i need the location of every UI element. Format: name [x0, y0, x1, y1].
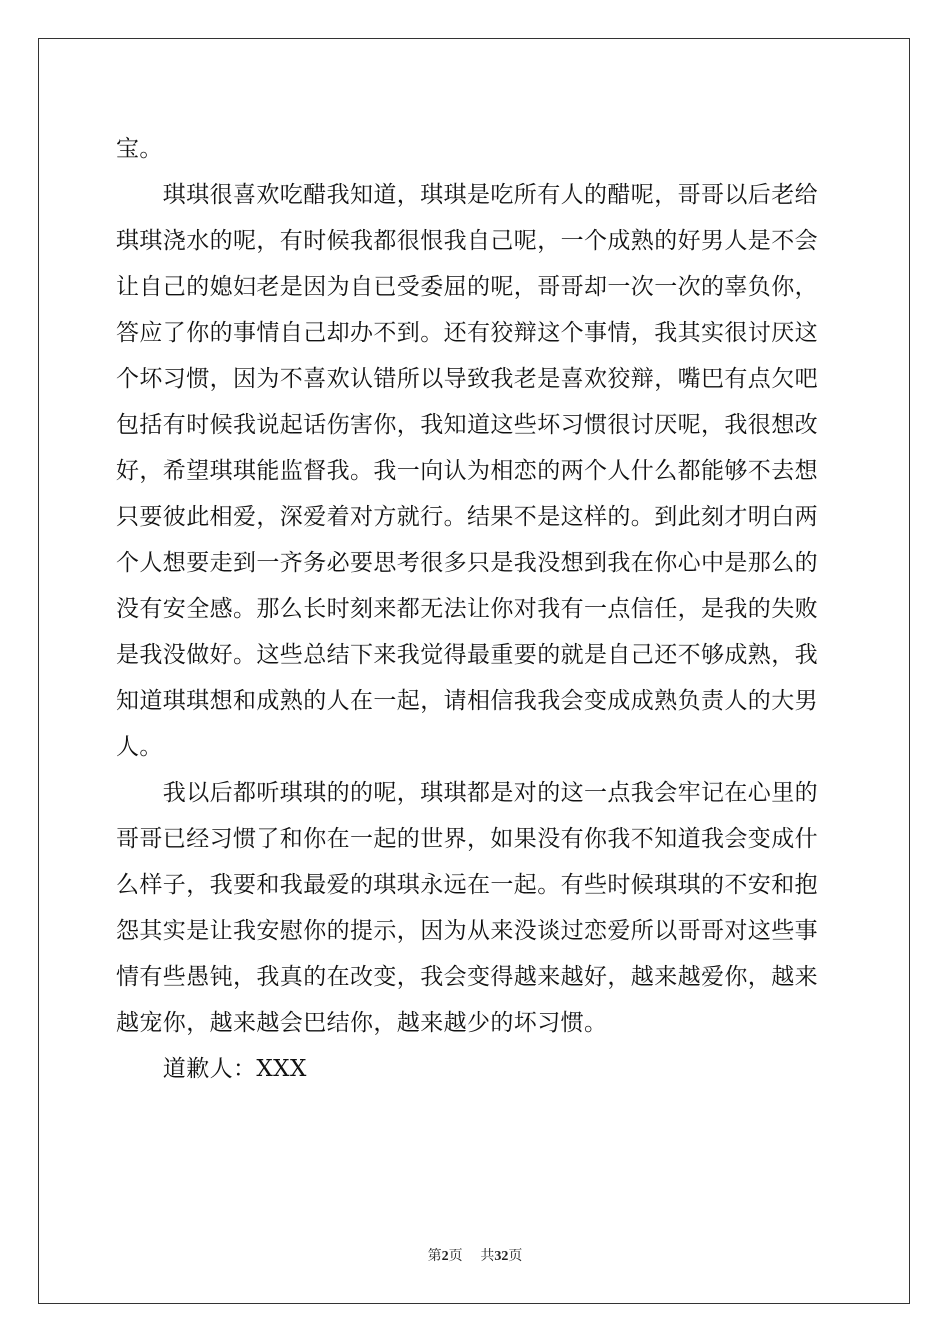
text-line: 越宠你，越来越会巴结你，越来越少的坏习惯。 — [116, 1010, 608, 1036]
text-line: 包括有时候我说起话伤害你，我知道这些坏习惯很讨厌呢，我很想改 — [116, 412, 818, 438]
text-line: 情有些愚钝，我真的在改变，我会变得越来越好，越来越爱你，越来 — [116, 964, 818, 990]
total-suffix: 页 — [508, 1248, 523, 1264]
page-number: 2 — [441, 1249, 449, 1264]
text-line: 琪琪很喜欢吃醋我知道，琪琪是吃所有人的醋呢，哥哥以后老给 — [116, 182, 818, 208]
text-line: 宝。 — [116, 136, 163, 162]
document-body — [116, 126, 836, 1092]
text-line: 个人想要走到一齐务必要思考很多只是我没想到我在你心中是那么的 — [116, 550, 818, 576]
text-line: 我以后都听琪琪的的呢，琪琪都是对的这一点我会牢记在心里的 — [116, 780, 818, 806]
text-line: 是我没做好。这些总结下来我觉得最重要的就是自己还不够成熟，我 — [116, 642, 818, 668]
text-line: 哥哥已经习惯了和你在一起的世界，如果没有你我不知道我会变成什 — [116, 826, 818, 852]
text-line: 么样子，我要和我最爱的琪琪永远在一起。有些时候琪琪的不安和抱 — [116, 872, 818, 898]
page-suffix: 页 — [448, 1248, 463, 1264]
text-line: 怨其实是让我安慰你的提示，因为从来没谈过恋爱所以哥哥对这些事 — [116, 918, 818, 944]
total-prefix: 共 — [480, 1248, 495, 1264]
text-line: 琪琪浇水的呢，有时候我都很恨我自己呢，一个成熟的好男人是不会 — [116, 228, 818, 254]
text-line: 答应了你的事情自己却办不到。还有狡辩这个事情，我其实很讨厌这 — [116, 320, 818, 346]
page-footer — [0, 1245, 950, 1265]
text-line: 让自己的媳妇老是因为自已受委屈的呢，哥哥却一次一次的辜负你， — [116, 274, 818, 300]
text-line: 人。 — [116, 734, 163, 760]
page-prefix: 第 — [427, 1248, 442, 1264]
text-line: 知道琪琪想和成熟的人在一起，请相信我我会变成成熟负责人的大男 — [116, 688, 818, 714]
total-pages: 32 — [494, 1249, 509, 1264]
text-line: 个坏习惯，因为不喜欢认错所以导致我老是喜欢狡辩，嘴巴有点欠吧 — [116, 366, 818, 392]
text-line: 只要彼此相爱，深爱着对方就行。结果不是这样的。到此刻才明白两 — [116, 504, 818, 530]
text-line: 没有安全感。那么长时刻来都无法让你对我有一点信任，是我的失败 — [116, 596, 818, 622]
text-line: 好，希望琪琪能监督我。我一向认为相恋的两个人什么都能够不去想 — [116, 458, 818, 484]
signature-line: 道歉人：XXX — [116, 1056, 307, 1082]
